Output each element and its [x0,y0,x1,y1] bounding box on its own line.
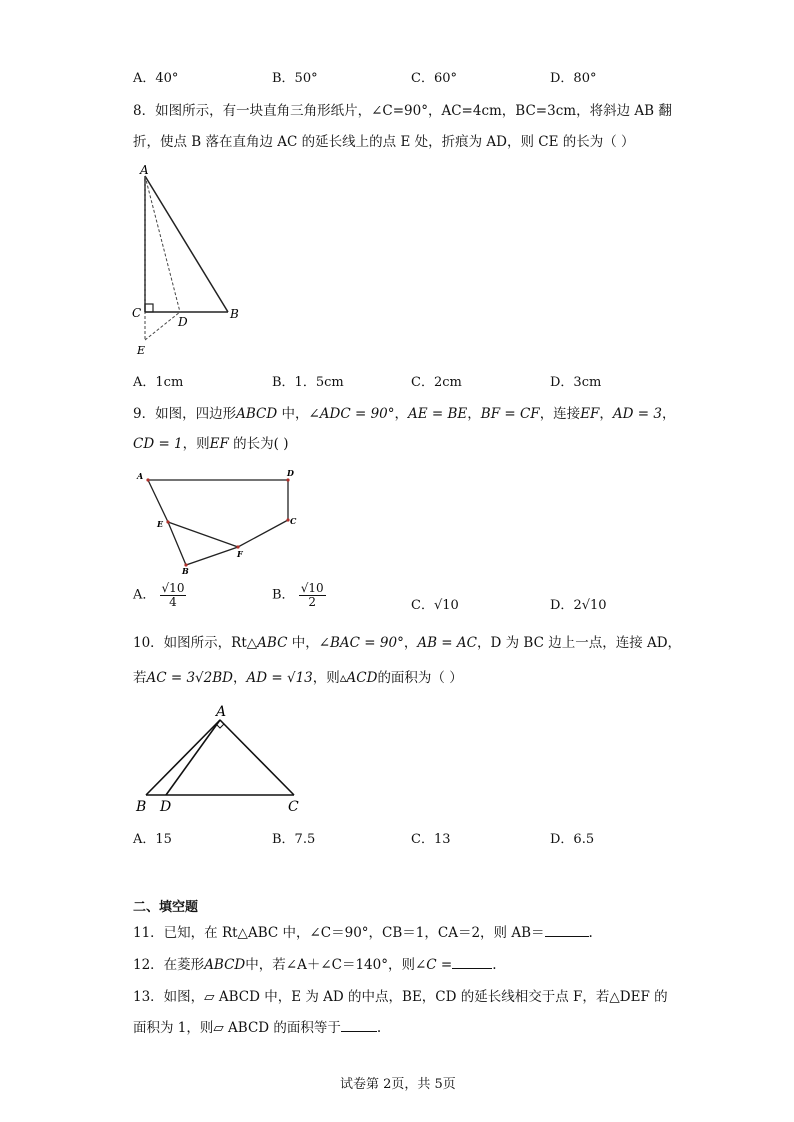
q8-option-c: C．2cm [411,375,462,390]
q9-label-c: C [290,516,297,526]
q10-stem-line2: 若AC = 3√2BD，AD = √13，则▵ACD的面积为（ ） [133,670,463,686]
q8-label-b: B [230,307,239,321]
q13-answer-blank[interactable] [341,1019,377,1032]
q10-figure [128,700,313,815]
q10-label-a: A [216,704,227,720]
q9-label-d: D [287,468,294,478]
q8-stem-line2: 折，使点 B 落在直角边 AC 的延长线上的点 E 处，折痕为 AD，则 CE 的长为（ ） [133,134,635,150]
q12-stem: 12．在菱形ABCD中，若∠A＋∠C＝140°，则∠C = . [133,957,497,973]
q8-figure [128,160,258,360]
q7-option-b: B．50° [272,71,318,86]
q7-option-c: C．60° [411,71,457,86]
q8-option-d: D．3cm [550,375,602,390]
q13-stem-line2: 面积为 1，则▱ ABCD 的面积等于 . [133,1020,382,1036]
q8-label-c: C [132,306,142,320]
q9-option-a: A． $\frac{√10}{4}$ [133,581,185,609]
q8-option-b: B．1．5cm [272,375,344,390]
page-footer: 试卷第 2页，共 5页 [340,1077,456,1092]
q10-option-c: C．13 [411,832,451,847]
q9-stem-line1: 9．如图，四边形ABCD 中，∠ADC = 90°，AE = BE，BF = CF，连接EF，AD = 3， [133,406,676,422]
q8-stem-line1: 8．如图所示，有一块直角三角形纸片，∠C=90°，AC=4cm，BC=3cm，将斜边 AB 翻 [133,103,672,119]
q9-option-c: C．√10 [411,598,459,613]
q8-option-a: A．1cm [133,375,184,390]
q9-label-e: E [157,519,164,529]
q13-stem-line1: 13．如图，▱ ABCD 中，E 为 AD 的中点，BE，CD 的延长线相交于点 F，若△DEF 的 [133,989,668,1005]
q10-option-a: A．15 [133,832,172,847]
q9-stem-line2: CD = 1，则EF 的长为( ) [133,436,289,452]
q10-label-b: B [136,799,147,815]
q9-label-a: A [137,471,144,481]
q11-stem: 11．已知，在 Rt△ABC 中，∠C＝90°，CB＝1，CA＝2，则 AB＝ . [133,925,593,941]
q7-option-d: D．80° [550,71,597,86]
q10-label-d: D [160,799,172,815]
section-heading-fill-in: 二、填空题 [133,900,199,915]
q8-label-d: D [178,315,188,329]
q10-option-b: B．7.5 [272,832,316,847]
q10-label-c: C [288,799,299,815]
q10-option-d: D．6.5 [550,832,595,847]
q9-label-b: B [182,566,189,575]
q9-option-d: D．2√10 [550,598,607,613]
q11-answer-blank[interactable] [545,924,589,937]
q8-label-a: A [140,163,149,177]
q9-option-b: B． $\frac{√10}{2}$ [272,581,324,609]
q10-stem-line1: 10．如图所示，Rt△ABC 中，∠BAC = 90°，AB = AC，D 为 BC 边上一点，连接 AD， [133,635,682,651]
q7-option-a: A．40° [133,71,179,86]
q9-figure [130,465,305,575]
q12-answer-blank[interactable] [452,956,492,969]
q9-label-f: F [237,549,243,559]
q8-label-e: E [137,344,146,357]
